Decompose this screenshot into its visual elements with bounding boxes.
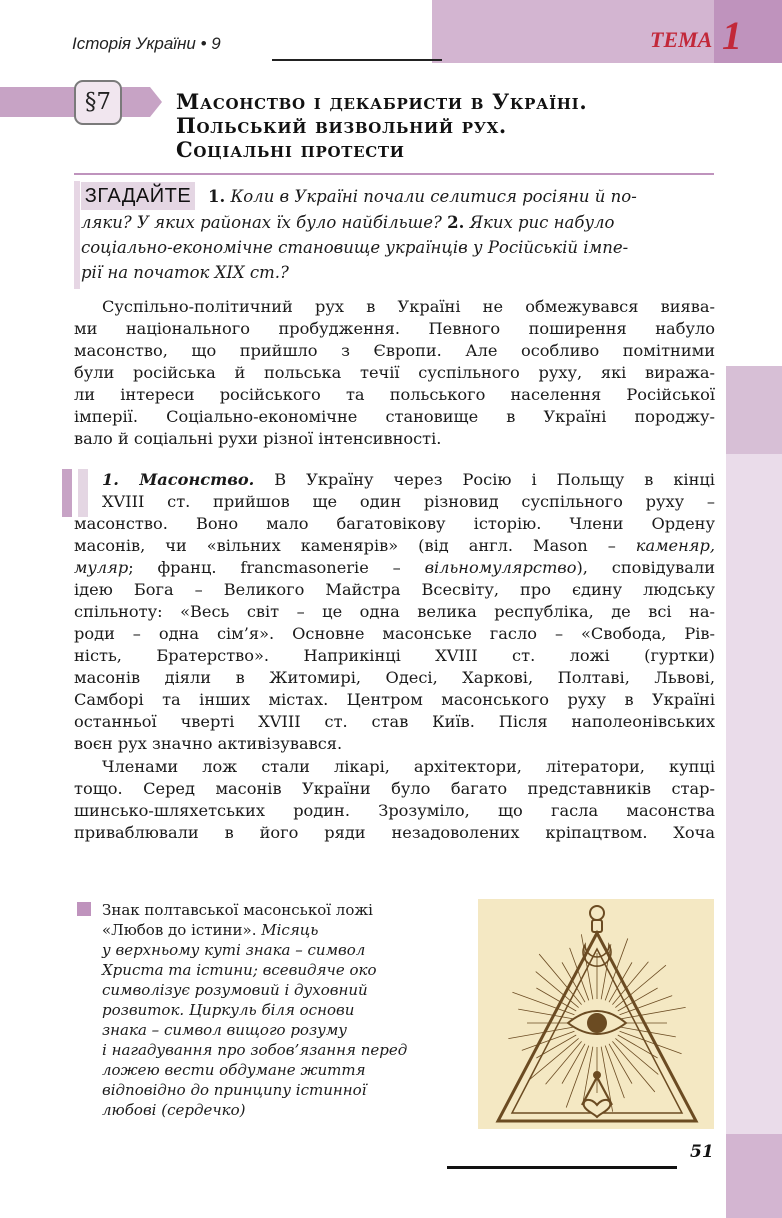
caption-line — [102, 920, 318, 940]
body-line: ність, Братерство». Наприкінці XVIII ст. ложі (гуртки) — [74, 646, 715, 665]
sunburst-ray — [546, 1041, 582, 1084]
page-number: 51 — [690, 1142, 714, 1162]
recall-line: рії на початок XIX ст.? — [81, 263, 289, 282]
body-line: вало й соціальні рухи різної інтенсивності. — [74, 429, 442, 448]
body-text-italic: вільномулярство — [424, 558, 577, 577]
recall-side-bar — [74, 181, 80, 289]
body-line: роди – одна сім’я». Основне масонське гасло – «Свобода, Рів- — [74, 624, 715, 643]
recall-question-number: 1. — [208, 187, 226, 206]
body-line: ми національного пробудження. Певного поширення набуло — [74, 319, 715, 338]
section-title-line: Польський визвольний рух. — [176, 113, 507, 138]
caption-line: розвиток. Циркуль біля основи — [102, 1001, 355, 1019]
body-line: Членами лож стали лікарі, архітектори, літератори, купці — [102, 757, 715, 776]
caption-line: у верхньому куті знака – символ — [102, 941, 366, 959]
heart-icon — [584, 1100, 611, 1117]
recall-line: соціально-економічне становище українців у Російській імпе- — [81, 238, 629, 257]
recall-label: ЗГАДАЙТЕ — [81, 182, 195, 210]
caption-line: символізує розумовий і духовний — [102, 981, 368, 999]
margin-band-bottom — [726, 1134, 782, 1218]
recall-line — [208, 187, 637, 206]
subsection-heading: 1. Масонство. — [102, 470, 255, 489]
caption-text: «Любов до істини». — [102, 921, 262, 939]
body-line: Суспільно-політичний рух в Україні не обмежувався виява- — [102, 297, 715, 316]
body-line: спільноту: «Весь світ – це одна велика республіка, де всі на- — [74, 602, 715, 621]
section-title-line: Соціальні протести — [176, 137, 405, 162]
body-line — [74, 557, 715, 579]
caption-line: Знак полтавської масонської ложі — [102, 901, 373, 919]
body-line: приваблювали в його ряди незадоволених кріпацтвом. Хоча — [74, 823, 715, 842]
section-title-line: Масонство і декабристи в Україні. — [176, 89, 588, 114]
recall-line-text: Коли в Україні почали селитися росіяни й по- — [225, 187, 637, 206]
header-rule — [272, 59, 442, 61]
body-line: Самборі та інших містах. Центром масонського руху в Україні — [74, 690, 715, 709]
margin-band-top — [726, 366, 782, 454]
recall-line-text: ляки? У яких районах їх було найбільше? — [81, 213, 448, 232]
caption-line: Христа та істини; всевидяче око — [102, 961, 377, 979]
body-line: воєн рух значно активізувався. — [74, 734, 343, 753]
body-line: масонство. Воно мало багатовікову історію. Члени Ордену — [74, 514, 715, 533]
footer-rule — [447, 1166, 677, 1169]
body-line: останньої чверті XVIII ст. став Київ. Після наполеонівських — [74, 712, 715, 731]
recall-line — [81, 213, 614, 232]
body-line: тощо. Серед масонів України було багато представників стар- — [74, 779, 715, 798]
body-line: ли інтереси російського та польського населення Російської — [74, 385, 715, 404]
body-text: В Україну через Росію і Польщу в кінці — [254, 470, 715, 489]
recall-line-text: Яких рис набуло — [464, 213, 615, 232]
section-title — [176, 90, 736, 162]
body-line: були російська й польська течії суспільного руху, які виража- — [74, 363, 715, 382]
subsection-marker — [62, 469, 72, 517]
tema-label: ТЕМА — [650, 27, 713, 52]
book-title: Історія України • 9 — [72, 34, 221, 53]
body-text: ; франц. francmasonerie – — [128, 558, 425, 577]
body-text-italic: муляр — [74, 558, 129, 577]
masonic-emblem-drawing — [478, 899, 714, 1129]
pendant-ring-icon — [590, 906, 604, 920]
body-line — [74, 535, 715, 557]
caption-line: ложею вести обдумане життя — [102, 1061, 366, 1079]
tema-number: 1 — [722, 13, 742, 58]
body-text: масонів, чи «вільних каменярів» (від англ. Mason – — [74, 536, 636, 555]
body-text: ), сповідували — [576, 558, 716, 577]
section-number: §7 — [74, 80, 122, 125]
body-line: XVIII ст. прийшов ще один різновид суспільного руху – — [102, 492, 715, 511]
caption-line: і нагадування про зобов’язання перед — [102, 1041, 408, 1059]
caption-line: любові (сердечко) — [102, 1101, 246, 1119]
body-line — [102, 469, 715, 491]
body-line: масонство, що прийшло з Європи. Але особливо помітними — [74, 341, 715, 360]
body-line: масонів діяли в Житомирі, Одесі, Харкові, Полтаві, Львові, — [74, 668, 715, 687]
margin-band-middle — [726, 454, 782, 1134]
body-line: імперії. Соціально-економічне становище в Україні породжу- — [74, 407, 715, 426]
caption-text-italic: Місяць — [261, 921, 319, 939]
subsection-marker-light — [78, 469, 88, 517]
caption-line: знака – символ вищого розуму — [102, 1021, 347, 1039]
caption-line: відповідно до принципу істинної — [102, 1081, 367, 1099]
body-text-italic: каменяр, — [635, 536, 715, 555]
section-rule — [74, 173, 714, 175]
body-line: шинсько-шляхетських родин. Зрозуміло, що гасла масонства — [74, 801, 715, 820]
caption-marker — [77, 902, 91, 916]
recall-question-number: 2. — [447, 213, 465, 232]
masonic-emblem-image — [478, 899, 714, 1129]
body-line: ідею Бога – Великого Майстра Всесвіту, про єдину людську — [74, 580, 715, 599]
